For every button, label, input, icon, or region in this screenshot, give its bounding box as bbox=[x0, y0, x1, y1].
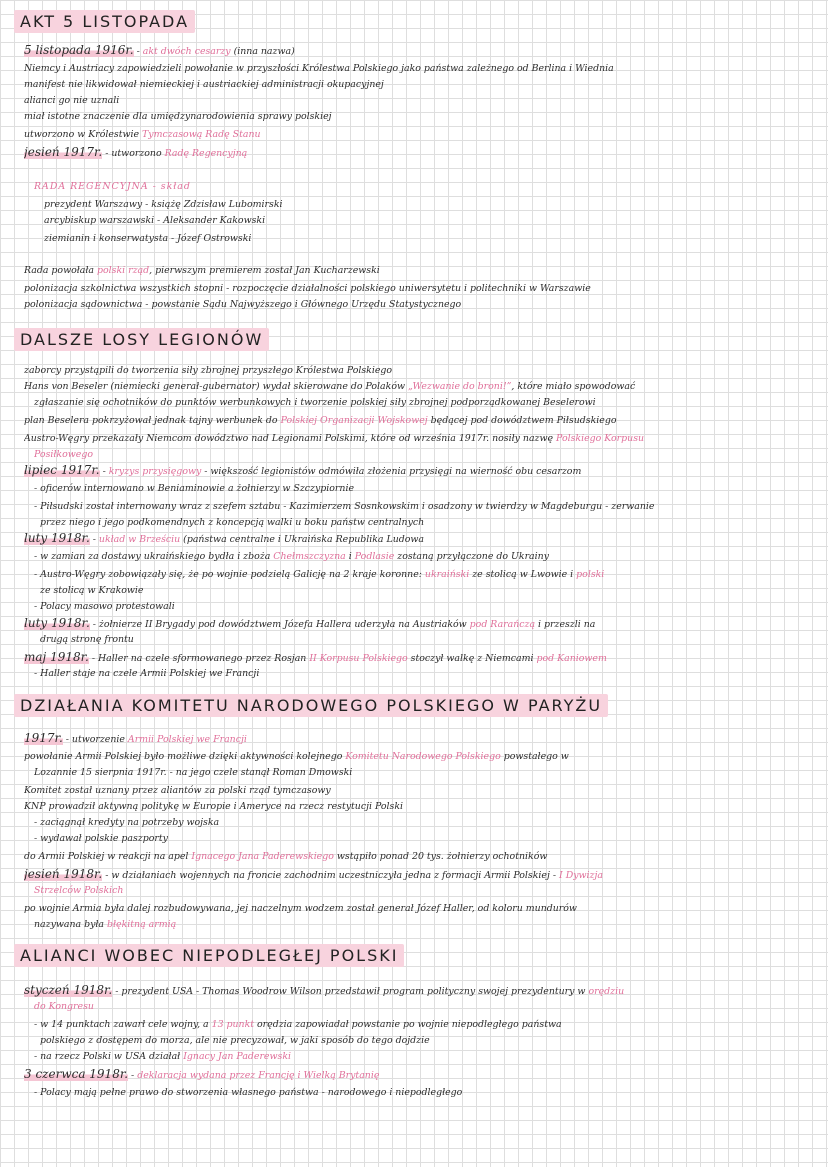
note-line: Posiłkowego bbox=[34, 449, 93, 460]
note-line: zaborcy przystąpili do tworzenia siły zbrojnej przyszłego Królestwa Polskiego bbox=[24, 364, 818, 377]
section-title: DZIAŁANIA KOMITETU NARODOWEGO POLSKIEGO W PARYŻU bbox=[14, 694, 608, 717]
note-line: - na rzecz Polski w USA działał Ignacy Jan Paderewski bbox=[34, 1051, 291, 1062]
note-line: do Armii Polskiej w reakcji na apel Ignacego Jana Paderewskiego wstąpiło ponad 20 tys. żołnierzy ochotników bbox=[24, 850, 818, 863]
note-line: - w zamian za dostawy ukraińskiego bydła i zboża Chełmszczyzna i Podlasie zostaną przyłączone do Ukrainy bbox=[34, 551, 549, 562]
note-line: styczeń 1918r. - prezydent USA - Thomas Woodrow Wilson przedstawił program polityczny swojej prezydentury w orędziu bbox=[24, 984, 818, 998]
note-line: - Polacy masowo protestowali bbox=[34, 601, 175, 612]
note-line: jesień 1917r. - utworzono Radę Regencyjną bbox=[24, 146, 818, 160]
note-line: - Haller staje na czele Armii Polskiej we Francji bbox=[34, 668, 260, 679]
note-line: luty 1918r. - żołnierze II Brygady pod dowództwem Józefa Hallera uderzyła na Austriaków pod Rarańczą i przeszli na bbox=[24, 617, 818, 631]
note-line: polonizacja szkolnictwa wszystkich stopni - rozpoczęcie działalności polskiego uniwersytetu i politechniki w Warszawie bbox=[24, 282, 818, 295]
note-line: powołanie Armii Polskiej było możliwe dzięki aktywności kolejnego Komitetu Narodowego Polskiego powstałego w bbox=[24, 750, 818, 763]
note-line: nazywana była błękitną armią bbox=[34, 919, 177, 930]
note-line: polonizacja sądownictwa - powstanie Sądu Najwyższego i Głównego Urzędu Statystycznego bbox=[24, 298, 818, 311]
note-line: 1917r. - utworzenie Armii Polskiej we Francji bbox=[24, 732, 818, 746]
note-line: manifest nie likwidował niemieckiej i austriackiej administracji okupacyjnej bbox=[24, 78, 818, 91]
note-line: luty 1918r. - układ w Brześciu (państwa centralne i Ukraińska Republika Ludowa bbox=[24, 532, 818, 546]
note-line: 3 czerwca 1918r. - deklaracja wydana przez Francję i Wielką Brytanię bbox=[24, 1068, 818, 1082]
note-line: maj 1918r. - Haller na czele sformowanego przez Rosjan II Korpusu Polskiego stoczył walkę z Niemcami pod Kaniowem bbox=[24, 651, 818, 665]
rada-heading: RADA REGENCYJNA - skład bbox=[34, 181, 191, 192]
note-line: Hans von Beseler (niemiecki generał-gubernator) wydał skierowane do Polaków „Wezwanie do broni!”, które miało spowodować bbox=[24, 380, 818, 393]
note-line: - wydawał polskie paszporty bbox=[34, 833, 168, 844]
note-line: przez niego i jego podkomendnych z koncepcją walki u boku państw centralnych bbox=[40, 517, 425, 528]
note-line: 5 listopada 1916r. - akt dwóch cesarzy (inna nazwa) bbox=[24, 44, 818, 58]
note-line: Komitet został uznany przez aliantów za polski rząd tymczasowy bbox=[24, 784, 818, 797]
note-line: jesień 1918r. - w działaniach wojennych na froncie zachodnim uczestniczyła jedna z formacji Armii Polskiej - I Dywizja bbox=[24, 868, 818, 882]
section-title: DALSZE LOSY LEGIONÓW bbox=[14, 328, 269, 351]
rada-member: arcybiskup warszawski - Aleksander Kakowski bbox=[44, 214, 818, 227]
rada-member: ziemianin i konserwatysta - Józef Ostrowski bbox=[44, 232, 818, 245]
note-line: - Austro-Węgry zobowiązały się, że po wojnie podzielą Galicję na 2 kraje koronne: ukraiński ze stolicą w Lwowie i polski bbox=[34, 569, 605, 580]
section-title: AKT 5 LISTOPADA bbox=[14, 10, 195, 33]
note-line: lipiec 1917r. - kryzys przysięgowy - większość legionistów odmówiła złożenia przysięgi na wierność obu cesarzom bbox=[24, 464, 818, 478]
rada-member: prezydent Warszawy - książę Zdzisław Lubomirski bbox=[44, 198, 818, 211]
note-line: utworzono w Królestwie Tymczasową Radę Stanu bbox=[24, 128, 818, 141]
note-line: Strzelców Polskich bbox=[34, 885, 124, 896]
note-line: KNP prowadził aktywną politykę w Europie i Ameryce na rzecz restytucji Polski bbox=[24, 800, 818, 813]
section-title: ALIANCI WOBEC NIEPODLEGŁEJ POLSKI bbox=[14, 944, 404, 967]
note-line: - zaciągnął kredyty na potrzeby wojska bbox=[34, 817, 220, 828]
note-line: plan Beselera pokrzyżował jednak tajny werbunek do Polskiej Organizacji Wojskowej będącej pod dowództwem Piłsudskiego bbox=[24, 414, 818, 427]
note-line: - w 14 punktach zawarł cele wojny, a 13 punkt orędzia zapowiadał powstanie po wojnie niepodległego państwa bbox=[34, 1019, 562, 1030]
note-line: do Kongresu bbox=[34, 1001, 94, 1012]
note-line: - Piłsudski został internowany wraz z szefem sztabu - Kazimierzem Sosnkowskim i osadzony w twierdzy w Magdeburgu - zerwanie bbox=[34, 501, 655, 512]
note-line: alianci go nie uznali bbox=[24, 94, 818, 107]
note-line: ze stolicą w Krakowie bbox=[40, 585, 144, 596]
note-line: Austro-Węgry przekazały Niemcom dowództwo nad Legionami Polskimi, które od września 1917r. nosiły nazwę Polskiego Korpusu bbox=[24, 432, 818, 445]
note-line: drugą stronę frontu bbox=[40, 634, 134, 645]
note-line: polskiego z dostępem do morza, ale nie precyzował, w jaki sposób do tego dojdzie bbox=[40, 1035, 430, 1046]
note-line: po wojnie Armia była dalej rozbudowywana, jej naczelnym wodzem został generał Józef Haller, od koloru mundurów bbox=[24, 902, 818, 915]
note-line: miał istotne znaczenie dla umiędzynarodowienia sprawy polskiej bbox=[24, 110, 818, 123]
note-line: zgłaszanie się ochotników do punktów werbunkowych i tworzenie polskiej siły zbrojnej podporządkowanej Beselerowi bbox=[34, 397, 596, 408]
note-line: - Polacy mają pełne prawo do stworzenia własnego państwa - narodowego i niepodległego bbox=[34, 1087, 463, 1098]
note-line: - oficerów internowano w Beniaminowie a żołnierzy w Szczypiornie bbox=[34, 483, 354, 494]
note-line: Lozannie 15 sierpnia 1917r. - na jego czele stanął Roman Dmowski bbox=[34, 767, 353, 778]
note-line: Rada powołała polski rząd, pierwszym premierem został Jan Kucharzewski bbox=[24, 264, 818, 277]
note-line: Niemcy i Austriacy zapowiedzieli powołanie w przyszłości Królestwa Polskiego jako państwa zależnego od Berlina i Wiednia bbox=[24, 62, 818, 75]
